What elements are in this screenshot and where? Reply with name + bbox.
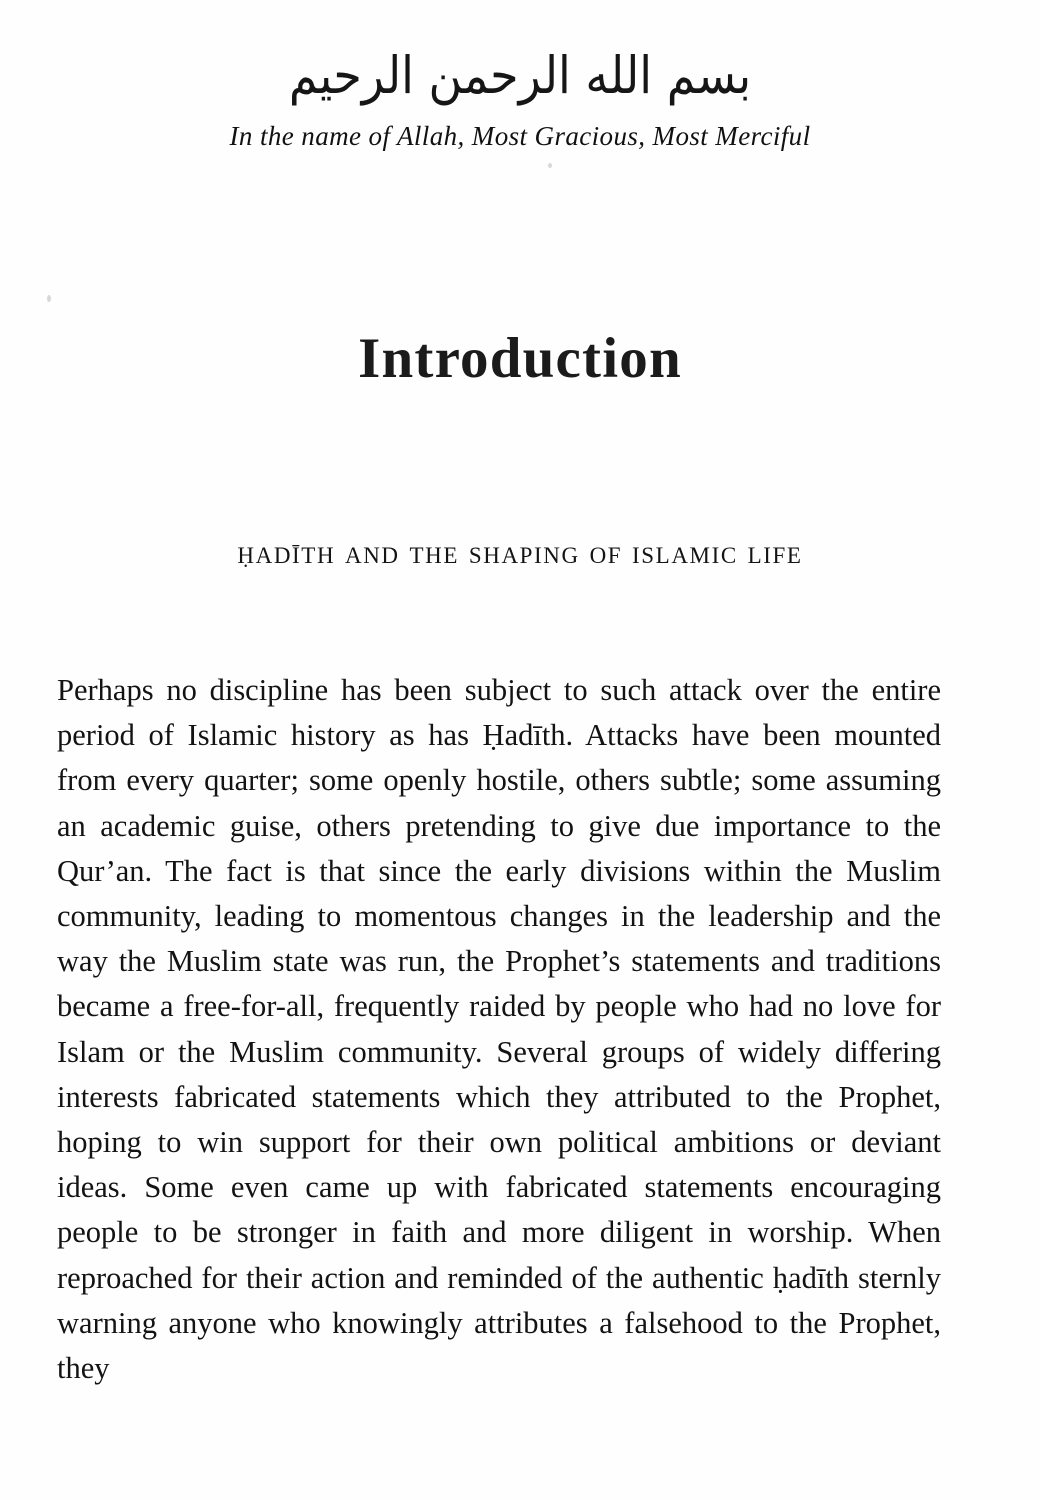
scan-artifact — [47, 295, 51, 302]
basmala-arabic-calligraphy: بسم الله الرحمن الرحيم — [288, 44, 752, 106]
section-heading: ḥadīth and the shaping of islamic life — [237, 535, 803, 572]
scan-artifact — [548, 163, 552, 168]
chapter-title: Introduction — [358, 327, 682, 391]
body-paragraph: Perhaps no discipline has been subject to such attack over the entire period of Islamic history as has Ḥadīth. Attacks have been mounted from every quarter; some openly hostile, others subtle; some assuming an academic guise, others pretending to give due importance to the Qur’an. The fact is that since the early divisions within the Muslim community, leading to momentous changes in the leadership and the way the Muslim state was run, the Prophet’s statements and traditions became a free-for-all, frequently raided by people who had no love for Islam or the Muslim community. Several groups of widely differing interests fabricated statements which they attributed to the Prophet, hoping to win support for their own political ambitions or deviant ideas. Some even came up with fabricated statements encouraging people to be stronger in faith and more diligent in worship. When reproached for their action and reminded of the authentic ḥadīth sternly warning anyone who knowingly attributes a falsehood to the Prophet, they — [57, 673, 941, 1386]
basmala-translation: In the name of Allah, Most Gracious, Most Merciful — [229, 121, 811, 152]
basmala-block — [0, 40, 1040, 152]
body-text-block — [57, 668, 941, 1391]
